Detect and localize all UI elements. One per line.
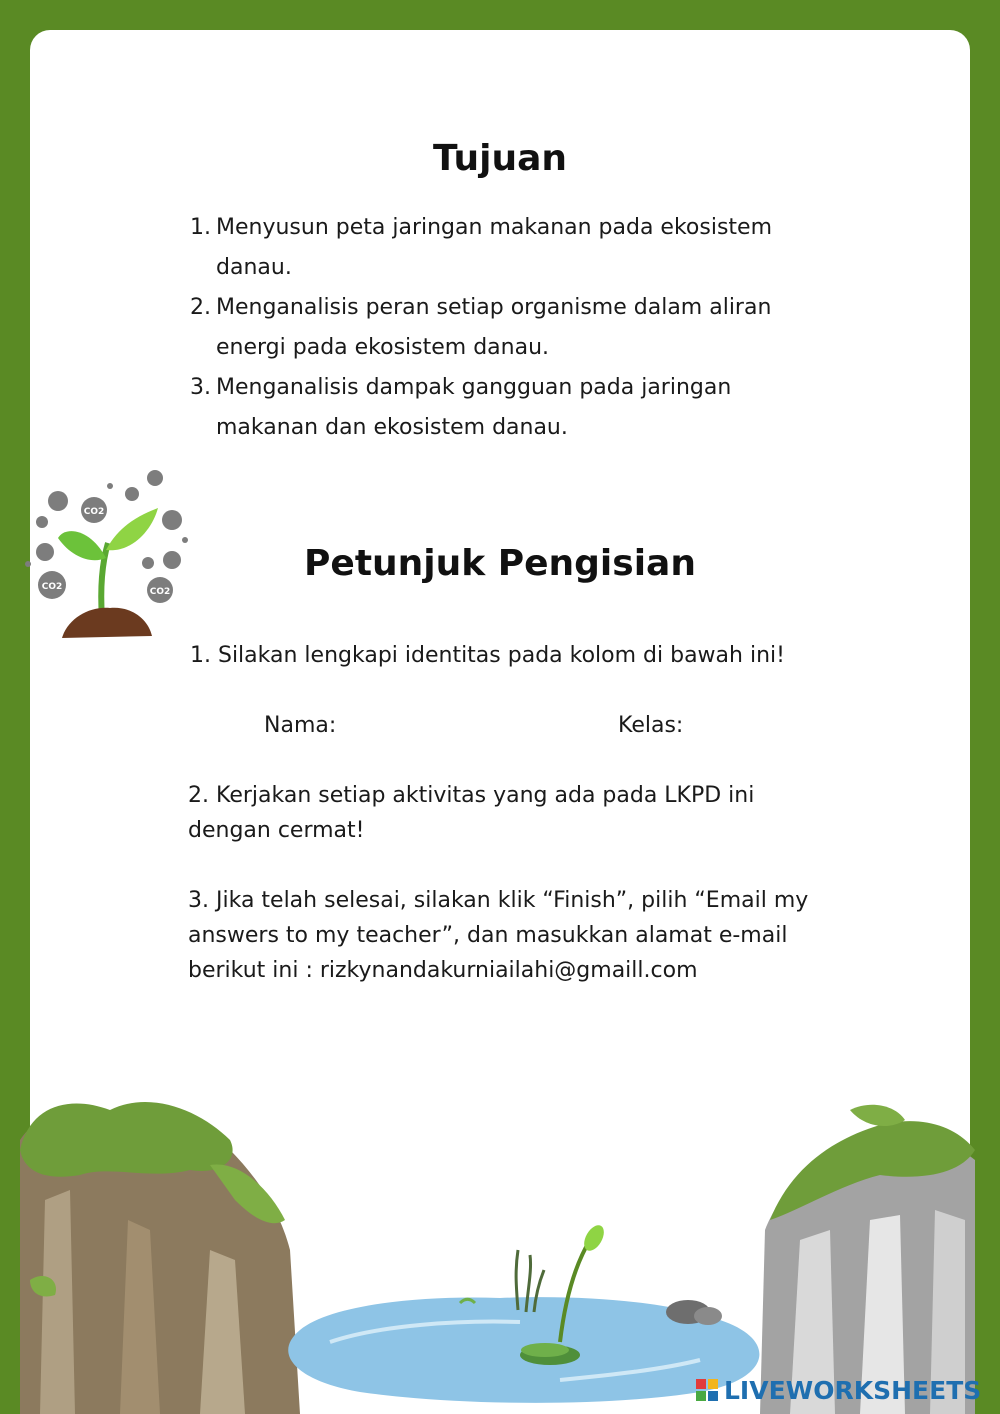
- lake-scene-illustration: [0, 1080, 1000, 1414]
- name-label: Nama:: [264, 713, 337, 738]
- goal-item: 1. Menyusun peta jaringan makanan pada ekosistem danau.: [190, 215, 773, 280]
- instructions-title: Petunjuk Pengisian: [304, 543, 696, 584]
- goal-item: 3. Menganalisis dampak gangguan pada jaringan makanan dan ekosistem danau.: [190, 375, 732, 440]
- goals-list: [190, 208, 810, 448]
- rocks: [666, 1300, 722, 1325]
- co2-label: CO2: [41, 582, 63, 592]
- right-cliff: [760, 1105, 975, 1414]
- liveworksheets-logo: [696, 1372, 981, 1408]
- instruction-1: 1. Silakan lengkapi identitas pada kolom di bawah ini!: [190, 643, 785, 668]
- co2-label: CO2: [149, 587, 171, 597]
- watermark-text: LIVEWORKSHEETS: [724, 1375, 982, 1405]
- logo-blocks: [696, 1379, 718, 1401]
- class-label: Kelas:: [618, 713, 684, 738]
- goal-item: 2. Menganalisis peran setiap organisme dalam aliran energi pada ekosistem danau.: [190, 295, 772, 360]
- instruction-3: 3. Jika telah selesai, silakan klik “Finish”, pilih “Email my answers to my teacher”, dan masukkan alamat e-mail berikut ini : rizkynandakurniailahi@gmaill.com: [188, 888, 809, 983]
- instruction-2: 2. Kerjakan setiap aktivitas yang ada pada LKPD ini dengan cermat!: [188, 783, 755, 843]
- goals-title: Tujuan: [432, 138, 568, 179]
- co2-label: CO2: [83, 507, 105, 517]
- left-cliff: [20, 1102, 300, 1414]
